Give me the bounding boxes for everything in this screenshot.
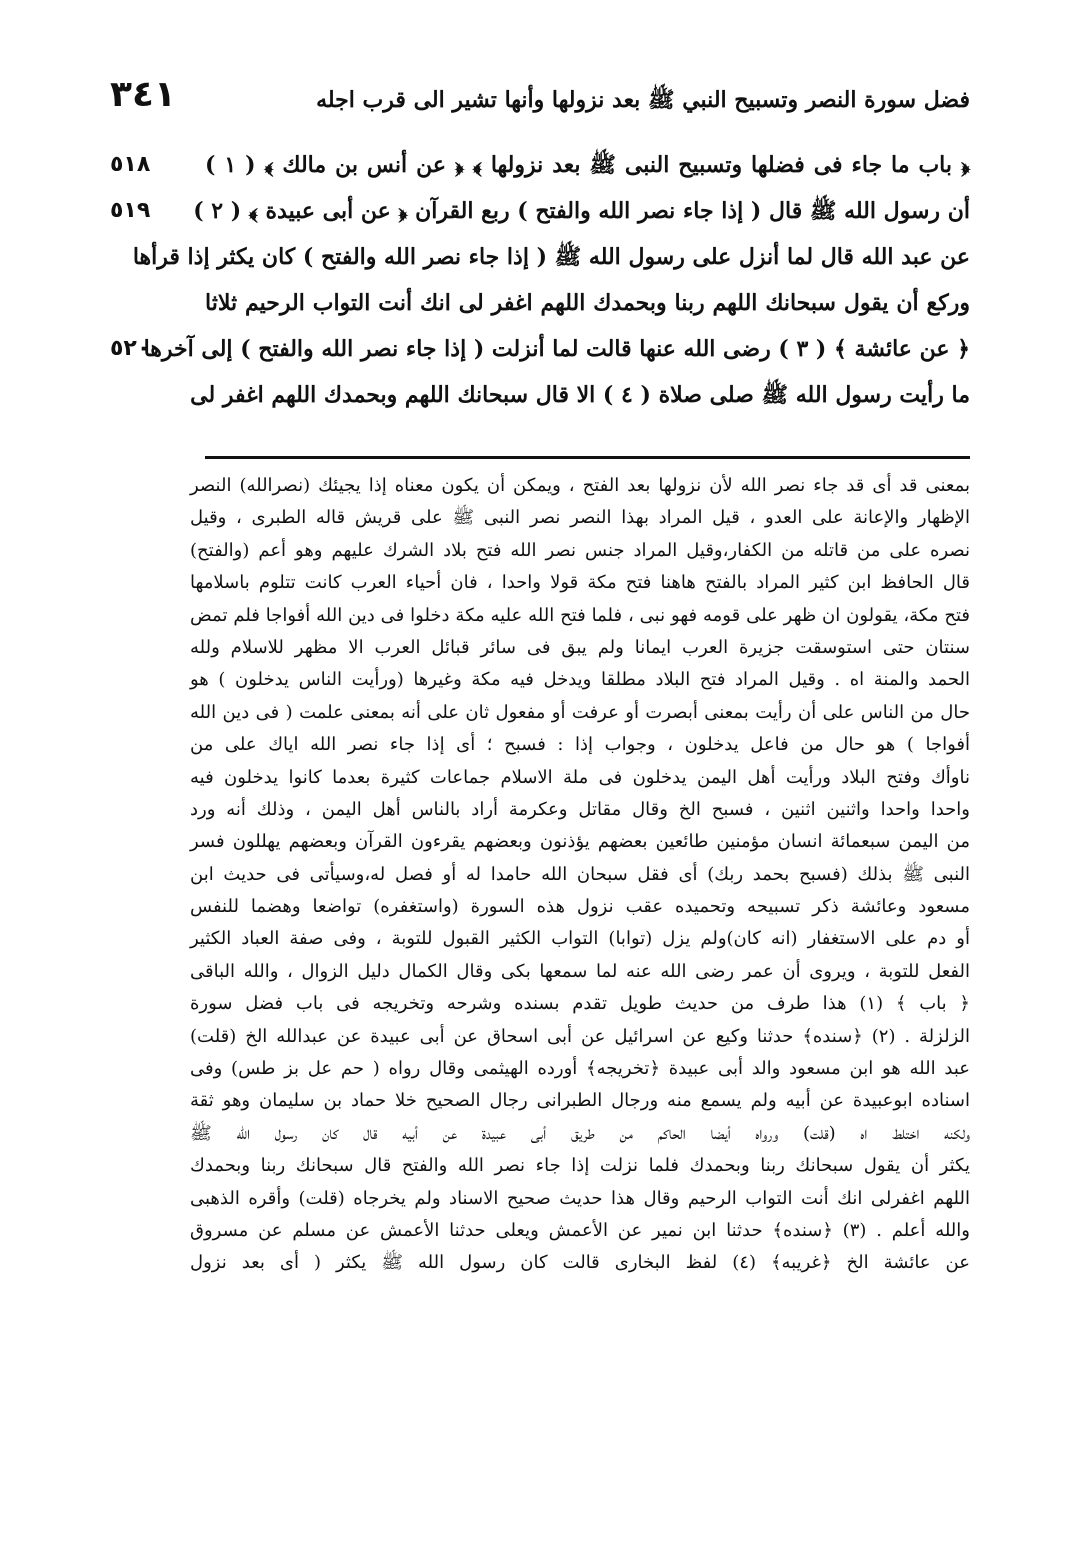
note-line: عن عائشة الخ ﴿غريبه﴾ (٤) لفظ البخارى قالت كان رسول الله ﷺ يكثر ( أى بعد نزول [190, 1252, 970, 1274]
note-line: أفواجا ) هو حال من فاعل يدخلون ، وجواب إذا : فسبح ؛ أى إذا جاء نصر الله اياك على من [190, 734, 970, 756]
hadith-number: ٥٢٠ [110, 336, 151, 361]
note-line: ناوأك وفتح البلاد ورأيت أهل اليمن يدخلون فى ملة الاسلام جماعات كثيرة بعدما كانوا يدخلون فيه [190, 766, 970, 788]
hadith-number: ٥١٩ [110, 198, 151, 223]
hadith-text [132, 142, 970, 418]
note-line: ﴿ باب ﴾ (١) هذا طرف من حديث طويل تقدم بسنده وشرحه وتخريجه فى باب فضل سورة [190, 993, 970, 1015]
hadith-line: عن عبد الله قال لما أنزل على رسول الله ﷺ ( إذا جاء نصر الله والفتح ) كان يكثر إذا قرأها [132, 244, 970, 270]
page-header [110, 70, 970, 130]
hadith-line: ما رأيت رسول الله ﷺ صلى صلاة ( ٤ ) الا قال سبحانك اللهم وبحمدك اللهم اغفر لى [190, 382, 970, 408]
note-line: من اليمن سبعمائة انسان مؤمنين طائعين بعضهم يؤذنون وبعضهم يقرءون القرآن وبعضهم يهللون فسر [190, 831, 970, 853]
page-number: ٣٤١ [110, 74, 176, 115]
hadith-number: ٥١٨ [110, 152, 151, 177]
note-line: والله أعلم . (٣) ﴿سنده﴾ حدثنا ابن نمير عن الأعمش ويعلى حدثنا الأعمش عن مسلم عن مسروق [190, 1219, 970, 1241]
note-line: النبى ﷺ بذلك (فسبح بحمد ربك) أى فقل سبحان الله حامدا له أو فصل له،وسيأتى فى حديث ابن [190, 863, 970, 885]
note-line: عبد الله هو ابن مسعود والد أبى عبيدة ﴿تخريجه﴾ أورده الهيثمى وقال رواه ( حم عل بز طس) وفى [190, 1058, 970, 1080]
note-line: نصره على من قاتله من الكفار،وقيل المراد جنس نصر الله فتح بلاد الشرك عليهم وهو أعم (والفتح) [190, 539, 970, 561]
note-line: فتح مكة، يقولون ان ظهر على قومه فهو نبى ، فلما فتح الله عليه مكة دخلوا فى دين الله أفواجا فلم تمض [190, 604, 970, 626]
note-line: حال من الناس على أن رأيت بمعنى أبصرت أو عرفت أو مفعول ثان على أنه بمعنى علمت ( فى دين الله [190, 701, 970, 723]
note-line: اللهم اغفرلى انك أنت التواب الرحيم وقال هذا حديث صحيح الاسناد ولم يخرجاه (قلت) وأقره الذهبى [190, 1187, 970, 1209]
note-line: الفعل للتوبة ، ويروى أن عمر رضى الله عنه لما سمعها بكى وقال الكمال دليل الزوال ، والله الباقى [190, 960, 970, 982]
running-title: فضل سورة النصر وتسبيح النبي ﷺ بعد نزولها وأنها تشير الى قرب اجله [316, 87, 970, 113]
note-line: مسعود وعائشة ذكر تسبيحه وتحميده عقب نزول هذه السورة (واستغفره) تواضعا وهضما للنفس [190, 896, 970, 918]
note-line: أو دم على الاستغفار (انه كان)ولم يزل (توابا) التواب الكثير القبول للتوبة ، وفى صفة العباد الكثير [190, 928, 970, 950]
hadith-line: وركع أن يقول سبحانك اللهم ربنا وبحمدك اللهم اغفر لى انك أنت التواب الرحيم ثلاثا [205, 290, 970, 316]
hadith-line: ﴿ عن عائشة ﴾ ( ٣ ) رضى الله عنها قالت لما أنزلت ( إذا جاء نصر الله والفتح ) إلى آخرها [143, 336, 970, 362]
hadith-line: أن رسول الله ﷺ قال ( إذا جاء نصر الله والفتح ) ربع القرآن ﴿ عن أبى عبيدة ﴾ ( ٢ ) [193, 198, 970, 224]
note-line: اسناده ابوعبيدة عن أبيه ولم يسمع منه ورجال الطبرانى رجال الصحيح خلا حماد بن سليمان وهو ثقة [190, 1090, 970, 1112]
note-line: الحمد والمنة اه . وقيل المراد فتح البلاد مطلقا ويدخل فيه مكة وغيرها (ورأيت الناس يدخلون ) هو [190, 669, 970, 691]
note-line: واحدا واحدا واثنين اثنين ، فسبح الخ وقال مقاتل وعكرمة أراد بالناس أهل اليمن ، وذلك أنه ورد [190, 798, 970, 820]
note-line: الزلزلة . (٢) ﴿سنده﴾ حدثنا وكيع عن اسرائيل عن أبى اسحاق عن أبى عبيدة عن عبدالله الخ (قلت) [190, 1025, 970, 1047]
note-line: يكثر أن يقول سبحانك ربنا وبحمدك فلما نزلت إذا جاء نصر الله والفتح قال سبحانك ربنا وبحمدك [190, 1155, 970, 1177]
note-line: قال الحافظ ابن كثير المراد بالفتح هاهنا فتح مكة قولا واحدا ، فان أحياء العرب كانت تتلوم باسلامها [190, 572, 970, 594]
note-line: الإظهار والإعانة على العدو ، قيل المراد بهذا النصر نصر النبى ﷺ على قريش قاله الطبرى ، وقيل [190, 507, 970, 529]
hadith-line: ﴿ باب ما جاء فى فضلها وتسبيح النبى ﷺ بعد نزولها ﴾ ﴿ عن أنس بن مالك ﴾ ( ١ ) [205, 152, 970, 178]
note-line: بمعنى قد أى قد جاء نصر الله لأن نزولها بعد الفتح ، ويمكن أن يكون معناه إذا يجيئك (نصرالله) النصر [190, 475, 970, 496]
note-line: سنتان حتى استوسقت جزيرة العرب ايمانا ولم يبق فى سائر قبائل العرب الا مظهر للاسلام ولله [190, 636, 970, 658]
note-line: ولكنه اختلط اه (قلت) ورواه أيضا الحاكم من طريق أبى عبيدة عن أبيه قال كان رسول الله ﷺ [190, 1122, 970, 1144]
footnote-divider [205, 456, 970, 459]
commentary-notes [190, 470, 970, 1280]
